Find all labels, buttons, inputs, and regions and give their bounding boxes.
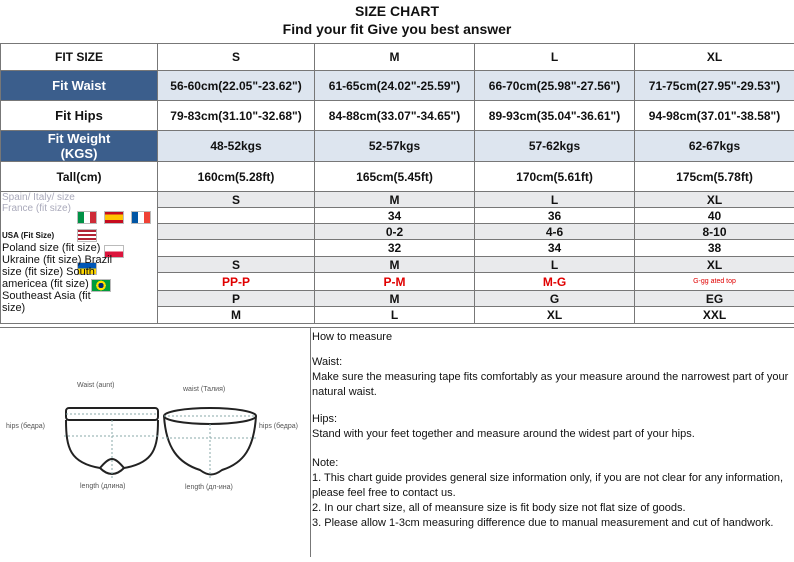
table-cell: M bbox=[315, 257, 475, 273]
table-cell: EG bbox=[635, 291, 794, 307]
howto-heading: How to measure bbox=[312, 330, 792, 345]
table-cell: 62-67kgs bbox=[635, 131, 794, 162]
table-cell: 34 bbox=[475, 240, 635, 257]
size-table bbox=[0, 43, 794, 324]
country-label-usa: USA (Fit Size) bbox=[2, 230, 54, 242]
country-labels-cell bbox=[1, 192, 158, 324]
row-label: Fit Waist bbox=[1, 71, 158, 101]
table-cell: XXL bbox=[635, 307, 794, 324]
table-cell: L bbox=[475, 192, 635, 208]
diagram-label: Waist (aunt) bbox=[77, 382, 114, 389]
measure-diagram bbox=[0, 328, 311, 557]
row-label: Fit Hips bbox=[1, 101, 158, 131]
spain-flag-icon bbox=[104, 211, 124, 224]
table-cell: 61-65cm(24.02"-25.59") bbox=[315, 71, 475, 101]
table-cell bbox=[158, 208, 315, 224]
table-cell: 38 bbox=[635, 240, 794, 257]
size-s: S bbox=[158, 44, 315, 71]
chart-title: SIZE CHART bbox=[0, 3, 794, 19]
diagram-label: length (длина) bbox=[80, 483, 126, 490]
note-title: Note: bbox=[312, 456, 792, 471]
table-cell: M bbox=[158, 307, 315, 324]
usa-flag-icon bbox=[77, 229, 97, 242]
diagram-label: hips (бедра) bbox=[6, 423, 45, 430]
diagram-label: hips (бедра) bbox=[259, 423, 298, 430]
fit-waist-row bbox=[1, 71, 794, 101]
table-cell: 66-70cm(25.98"-27.56") bbox=[475, 71, 635, 101]
table-cell: P bbox=[158, 291, 315, 307]
table-cell: M bbox=[315, 291, 475, 307]
table-cell: 34 bbox=[315, 208, 475, 224]
table-cell: 40 bbox=[635, 208, 794, 224]
table-cell: 48-52kgs bbox=[158, 131, 315, 162]
table-cell: 4-6 bbox=[475, 224, 635, 240]
table-cell: M-G bbox=[475, 273, 635, 291]
country-row bbox=[1, 192, 794, 208]
table-cell: L bbox=[475, 257, 635, 273]
note-1: 1. This chart guide provides general size information only, if you are not clear for any information, please feel free to contact us. bbox=[312, 471, 792, 501]
italy-flag-icon bbox=[77, 211, 97, 224]
fit-weight-row bbox=[1, 131, 794, 162]
table-cell: M bbox=[315, 192, 475, 208]
table-cell: 175cm(5.78ft) bbox=[635, 162, 794, 192]
row-label: Fit Weight (KGS) bbox=[1, 131, 158, 162]
diagram-label: length (дл-ина) bbox=[185, 484, 233, 491]
hips-title: Hips: bbox=[312, 412, 792, 427]
waist-text: Make sure the measuring tape fits comfortably as your measure around the narrowest part of your natural waist. bbox=[312, 370, 792, 400]
country-label-overlap: Poland size (fit size) Ukraine (fit size) Brazil size (fit size) South americea (fit size) Southeast Asia (fit size) bbox=[2, 242, 114, 314]
table-cell: S bbox=[158, 257, 315, 273]
table-cell: 84-88cm(33.07"-34.65") bbox=[315, 101, 475, 131]
note-2: 2. In our chart size, all of meansure size is fit body size not flat size of goods. bbox=[312, 501, 792, 516]
size-l: L bbox=[475, 44, 635, 71]
chart-subtitle: Find your fit Give you best answer bbox=[0, 21, 794, 37]
table-cell: L bbox=[315, 307, 475, 324]
table-cell: G-gg ated top bbox=[635, 273, 794, 291]
table-cell: 36 bbox=[475, 208, 635, 224]
table-cell: 170cm(5.61ft) bbox=[475, 162, 635, 192]
table-cell: 165cm(5.45ft) bbox=[315, 162, 475, 192]
size-xl: XL bbox=[635, 44, 794, 71]
hips-text: Stand with your feet together and measure around the widest part of your hips. bbox=[312, 427, 792, 442]
table-cell: 56-60cm(22.05"-23.62") bbox=[158, 71, 315, 101]
country-label-europe: Spain/ Italy/ size France (fit size) bbox=[2, 192, 97, 214]
table-cell: 160cm(5.28ft) bbox=[158, 162, 315, 192]
table-cell: S bbox=[158, 192, 315, 208]
table-cell: G bbox=[475, 291, 635, 307]
note-3: 3. Please allow 1-3cm measuring difference due to manual measurement and cut of handwork. bbox=[312, 516, 792, 531]
table-cell: XL bbox=[475, 307, 635, 324]
table-cell: 89-93cm(35.04"-36.61") bbox=[475, 101, 635, 131]
table-cell: 8-10 bbox=[635, 224, 794, 240]
table-cell: 94-98cm(37.01"-38.58") bbox=[635, 101, 794, 131]
waist-title: Waist: bbox=[312, 355, 792, 370]
table-cell: 52-57kgs bbox=[315, 131, 475, 162]
measure-guide bbox=[0, 327, 794, 557]
table-cell: PP-P bbox=[158, 273, 315, 291]
table-cell: P-M bbox=[315, 273, 475, 291]
table-cell: 57-62kgs bbox=[475, 131, 635, 162]
table-cell bbox=[158, 224, 315, 240]
table-cell: 32 bbox=[315, 240, 475, 257]
table-cell: 71-75cm(27.95"-29.53") bbox=[635, 71, 794, 101]
table-cell: XL bbox=[635, 257, 794, 273]
table-cell: 79-83cm(31.10"-32.68") bbox=[158, 101, 315, 131]
tall-row bbox=[1, 162, 794, 192]
france-flag-icon bbox=[131, 211, 151, 224]
header-label: FIT SIZE bbox=[1, 44, 158, 71]
size-m: M bbox=[315, 44, 475, 71]
fit-hips-row bbox=[1, 101, 794, 131]
table-cell bbox=[158, 240, 315, 257]
table-cell: XL bbox=[635, 192, 794, 208]
diagram-label: waist (Талия) bbox=[183, 386, 225, 393]
table-cell: 0-2 bbox=[315, 224, 475, 240]
measure-instructions bbox=[312, 328, 792, 531]
header-row bbox=[1, 44, 794, 71]
row-label: Tall(cm) bbox=[1, 162, 158, 192]
briefs-diagram-icon bbox=[0, 328, 310, 557]
